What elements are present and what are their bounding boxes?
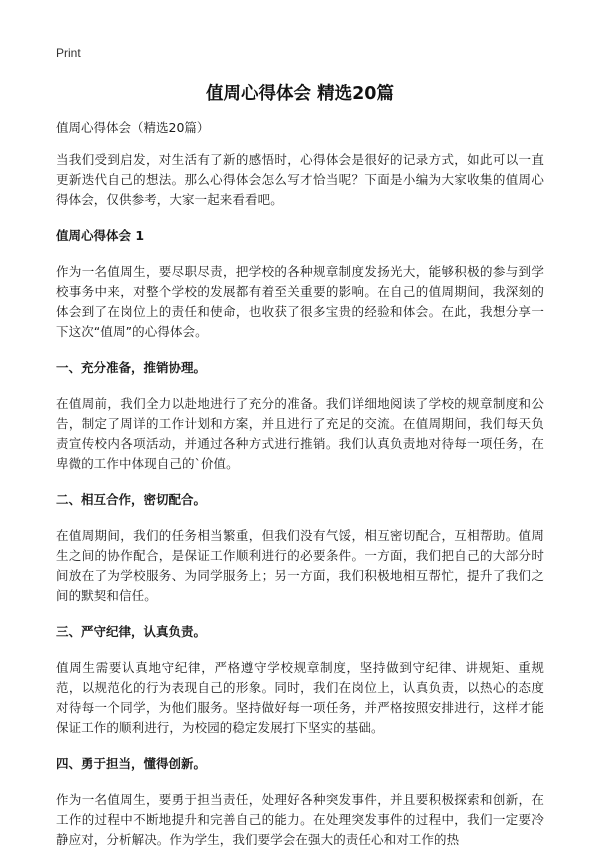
section-body-3: 值周生需要认真地守纪律，严格遵守学校规章制度，坚持做到守纪律、讲规矩、重规范，以规范化的行为表现自己的形象。同时，我们在岗位上，认真负责，以热心的态度对待每一个同学，为他们服务。坚持做好每一项任务，并严格按照安排进行，这样才能保证工作的顺利进行，为校园的稳定发展打下坚实的基础。 (56, 660, 544, 735)
document-body (56, 118, 544, 866)
section-heading-4: 四、勇于担当，懂得创新。 (56, 756, 207, 771)
section-heading-2: 二、相互合作，密切配合。 (56, 492, 207, 507)
section-body-4: 作为一名值周生，要勇于担当责任，处理好各种突发事件，并且要积极探索和创新，在工作的过程中不断地提升和完善自己的能力。在处理突发事件的过程中，我们一定要冷静应对，分析解决。作为学生，我们要学会在强大的责任心和对工作的热 (56, 792, 544, 847)
intro-paragraph: 当我们受到启发，对生活有了新的感悟时，心得体会是很好的记录方式，如此可以一直更新迭代自己的想法。那么心得体会怎么写才恰当呢？下面是小编为大家收集的值周心得体会，仅供参考，大家一起来看看吧。 (56, 152, 544, 207)
print-link[interactable]: Print (56, 46, 81, 60)
document-title: 值周心得体会 精选20篇 (206, 84, 394, 104)
section-body-2: 在值周期间，我们的任务相当繁重，但我们没有气馁，相互密切配合，互相帮助。值周生之间的协作配合，是保证工作顺利进行的必要条件。一方面，我们把自己的大部分时间放在了为学校服务、为同学服务上；另一方面，我们积极地相互帮忙，提升了我们之间的默契和信任。 (56, 528, 544, 603)
article-heading: 值周心得体会 1 (56, 228, 145, 243)
section-body-1: 在值周前，我们全力以赴地进行了充分的准备。我们详细地阅读了学校的规章制度和公告，制定了周详的工作计划和方案，并且进行了充足的交流。在值周期间，我们每天负责宣传校内各项活动，并通过各种方式进行推销。我们认真负责地对待每一项任务，在卑微的工作中体现自己的`价值。 (56, 396, 544, 471)
section-heading-1: 一、充分准备，推销协理。 (56, 360, 207, 375)
document-subtitle: 值周心得体会（精选20篇） (56, 120, 210, 135)
section-heading-3: 三、严守纪律，认真负责。 (56, 624, 207, 639)
article-intro-paragraph: 作为一名值周生，要尽职尽责，把学校的各种规章制度发扬光大，能够积极的参与到学校事务中来，对整个学校的发展都有着至关重要的影响。在自己的值周期间，我深刻的体会到了在岗位上的责任和使命，也收获了很多宝贵的经验和体会。在此，我想分享一下这次“值周”的心得体会。 (56, 264, 544, 339)
